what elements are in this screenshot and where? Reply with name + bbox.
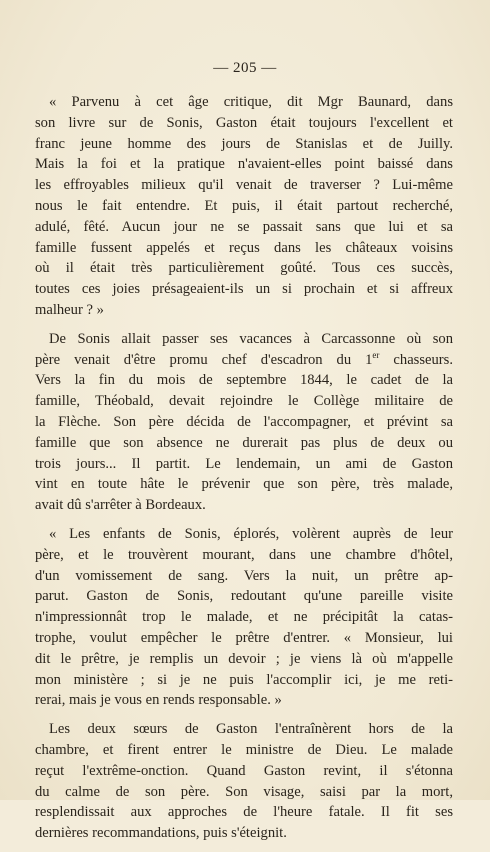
text-line: mon ministère ; si je ne puis l'accomplir ici, je me reti- bbox=[35, 671, 453, 688]
text-line: famille, Théobald, devait rejoindre le Collège militaire de bbox=[35, 393, 453, 410]
text-line: reçut l'extrême-onction. Quand Gaston revint, il s'étonna bbox=[35, 762, 453, 779]
text-line: dit le prêtre, je remplis un devoir ; je viens là où m'appelle bbox=[35, 650, 453, 667]
text-line: les effroyables milieux qu'il venait de traverser ? Lui-même bbox=[35, 177, 453, 194]
text-line: avait dû s'arrêter à Bordeaux. bbox=[35, 497, 206, 514]
text-line: père venait d'être promu chef d'escadron du 1er chasseurs. bbox=[35, 349, 453, 368]
text-line: chambre, et firent entrer le ministre de Dieu. Le malade bbox=[35, 741, 453, 758]
text-line: resplendissait aux approches de l'heure fatale. Il fit ses bbox=[35, 804, 453, 821]
paragraph bbox=[35, 92, 453, 321]
text-line: adulé, fêté. Aucun jour ne se passait sans que lui et sa bbox=[35, 218, 453, 235]
paragraph bbox=[35, 329, 453, 516]
text-line: d'un vomissement de sang. Vers la nuit, un prêtre ap- bbox=[35, 567, 453, 584]
text-line: Les deux sœurs de Gaston l'entraînèrent hors de la bbox=[49, 721, 453, 738]
text-line: nous le fait entendre. Et puis, il était partout recherché, bbox=[35, 197, 453, 214]
text-line: trophe, voulut empêcher le prêtre d'entrer. « Monsieur, lui bbox=[35, 629, 453, 646]
text-line: « Les enfants de Sonis, éplorés, volèrent auprès de leur bbox=[49, 525, 453, 542]
text-line: franc jeune homme des jours de Stanislas et de Juilly. bbox=[35, 135, 453, 152]
text-line: parut. Gaston de Sonis, redoutant qu'une pareille visite bbox=[35, 588, 453, 605]
text-line: Mais la foi et la pratique n'avaient-elles point baissé dans bbox=[35, 156, 453, 173]
text-line: rerai, mais je vous en rends responsable. » bbox=[35, 692, 282, 709]
text-line: où il était très particulièrement goûté. Tous ces succès, bbox=[35, 260, 453, 277]
page-number: — 205 — bbox=[213, 60, 277, 76]
paragraph bbox=[35, 719, 453, 844]
text-line: toutes ces joies présageaient-ils un si prochain et si affreux bbox=[35, 281, 453, 298]
text-line: « Parvenu à cet âge critique, dit Mgr Baunard, dans bbox=[49, 94, 453, 110]
text-line: famille que son absence ne durerait pas plus de deux ou bbox=[35, 434, 453, 451]
paragraph bbox=[35, 524, 453, 711]
text-line: n'impressionnât trop le malade, et ne précipitât la catas- bbox=[35, 609, 453, 626]
body-text bbox=[35, 92, 453, 852]
text-line: malheur ? » bbox=[35, 301, 104, 318]
text-line: père, et le trouvèrent mourant, dans une chambre d'hôtel, bbox=[35, 546, 453, 563]
text-line: la Flèche. Son père décida de l'accompagner, et prévint sa bbox=[35, 413, 453, 430]
text-line: son livre sur de Sonis, Gaston était toujours l'excellent et bbox=[35, 114, 453, 131]
text-line: trois jours... Il partit. Le lendemain, un ami de Gaston bbox=[35, 455, 453, 472]
text-line: dernières recommandations, puis s'éteignit. bbox=[35, 825, 287, 842]
text-line: famille fussent appelés et reçus dans les châteaux voisins bbox=[35, 239, 453, 256]
text-line: vint en toute hâte le prévenir que son père, très malade, bbox=[35, 476, 453, 493]
text-line: De Sonis allait passer ses vacances à Carcassonne où son bbox=[49, 330, 453, 347]
text-line: du calme de son père. Son visage, saisi par la mort, bbox=[35, 783, 453, 800]
text-line: Vers la fin du mois de septembre 1844, le cadet de la bbox=[35, 372, 453, 389]
